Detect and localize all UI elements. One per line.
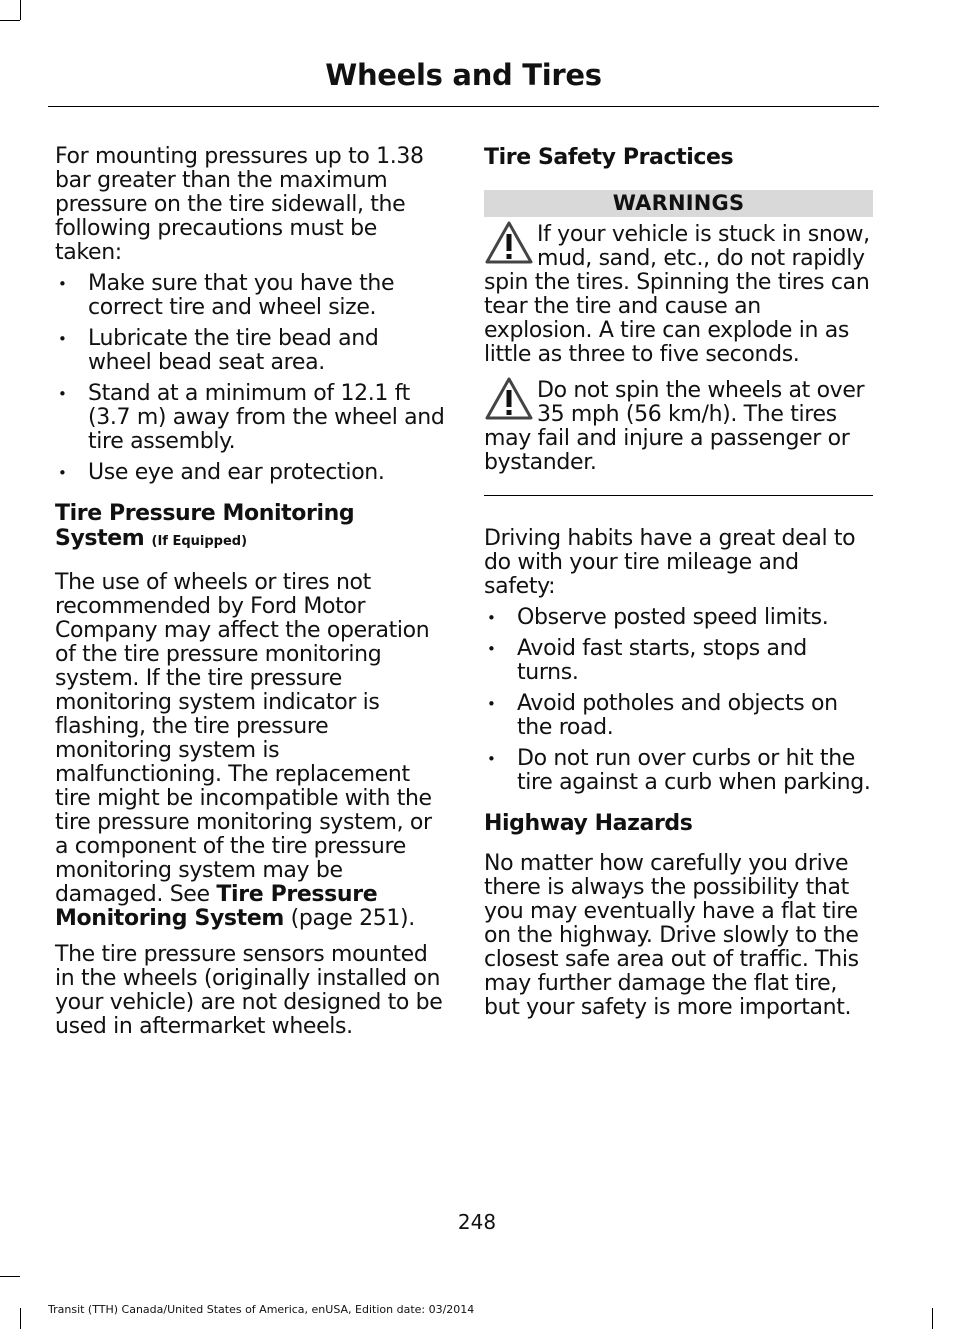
- warnings-banner: WARNINGS: [484, 190, 873, 217]
- tire-safety-heading: Tire Safety Practices: [484, 145, 734, 170]
- tpms-heading: [55, 501, 385, 554]
- mounting-intro: For mounting pressures up to 1.38 bar greater than the maximum pressure on the tire sidewall, the following precautions must be taken:: [55, 144, 424, 265]
- list-item: • Observe posted speed limits.: [484, 606, 873, 630]
- highway-hazards-body: No matter how carefully you drive there is always the possibility that you may eventually have a flat tire on the highway. Drive slowly to the closest safe area out of traffic. This may further damage the flat tire, but your safety is more important.: [484, 851, 859, 1020]
- warning-item: [484, 223, 873, 367]
- crop-mark: [0, 1276, 20, 1277]
- habits-list: [484, 606, 873, 795]
- warning-text: If your vehicle is stuck in snow, mud, sand, etc., do not rapidly spin the tires. Spinning the tires can tear the tire and cause an explosion. A tire can explode in as little as three to five seconds.: [484, 222, 870, 367]
- page-title: Wheels and Tires: [325, 58, 602, 92]
- list-item: • Avoid fast starts, stops and turns.: [484, 637, 873, 685]
- crop-mark: [932, 1308, 933, 1329]
- list-item: • Use eye and ear protection.: [55, 461, 445, 485]
- warning-item: [484, 379, 873, 475]
- list-item: • Avoid potholes and objects on the road.: [484, 692, 873, 740]
- tpms-page-link[interactable]: Tire Pressure Monitoring System: [55, 882, 378, 931]
- warnings-end-divider: [484, 495, 873, 496]
- crop-mark: [20, 1308, 21, 1329]
- habits-intro: Driving habits have a great deal to do with your tire mileage and safety:: [484, 526, 856, 599]
- left-column: [55, 145, 445, 1039]
- warning-triangle-icon: [484, 220, 534, 266]
- list-item: • Lubricate the tire bead and wheel bead seat area.: [55, 327, 445, 375]
- tpms-body: [55, 571, 445, 931]
- warning-triangle-icon: [484, 376, 534, 422]
- warning-text: Do not spin the wheels at over 35 mph (56 km/h). The tires may fail and injure a passenger or bystander.: [484, 378, 865, 475]
- list-item: • Do not run over curbs or hit the tire against a curb when parking.: [484, 747, 873, 795]
- see-prefix: See: [169, 882, 210, 907]
- crop-mark: [20, 0, 21, 20]
- page-number: 248: [457, 1210, 497, 1234]
- precautions-list: [55, 272, 445, 485]
- list-item: • Make sure that you have the correct tire and wheel size.: [55, 272, 445, 320]
- page-reference: (page 251).: [290, 906, 415, 931]
- list-item: • Stand at a minimum of 12.1 ft (3.7 m) away from the wheel and tire assembly.: [55, 382, 445, 454]
- tpms-qualifier: (If Equipped): [151, 534, 248, 549]
- edition-footer: Transit (TTH) Canada/United States of America, enUSA, Edition date: 03/2014: [48, 1303, 475, 1316]
- highway-hazards-heading: Highway Hazards: [484, 811, 693, 836]
- crop-mark: [0, 20, 20, 21]
- tpms-heading-text: Tire Pressure Monitoring System: [55, 501, 355, 551]
- right-column: [484, 145, 873, 1020]
- tpms-body-text: The use of wheels or tires not recommended by Ford Motor Company may affect the operation of the tire pressure monitoring system. If the tire pressure monitoring system indicator is flashing, the tire pressure monitoring system is malfunctioning. The replacement tire might be incompatible with the tire pressure monitoring system, or a component of the tire pressure monitoring system may be damaged.: [55, 570, 432, 907]
- title-divider: [48, 106, 879, 107]
- sensors-note: The tire pressure sensors mounted in the wheels (originally installed on your vehicle) are not designed to be used in aftermarket wheels.: [55, 942, 443, 1039]
